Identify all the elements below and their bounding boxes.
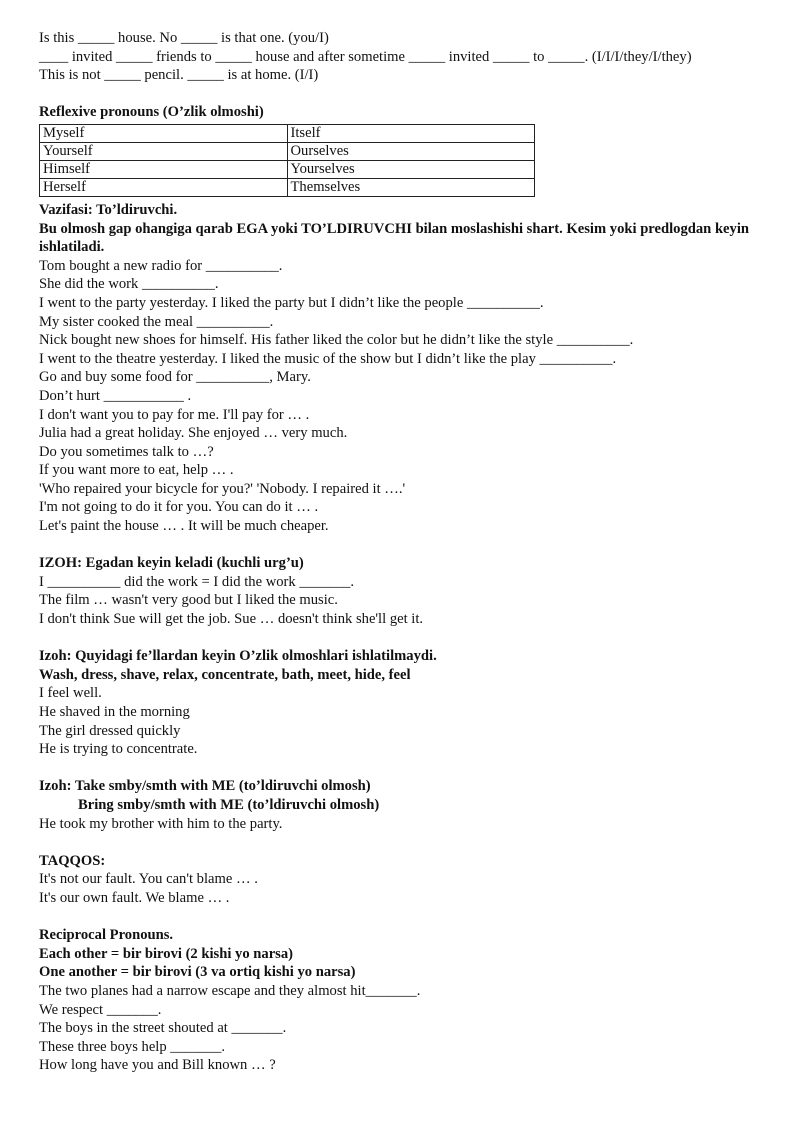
exercise-line: If you want more to eat, help … . bbox=[39, 462, 234, 479]
exercise-line: The film … wasn't very good but I liked the music. bbox=[39, 592, 338, 609]
table-cell: Ourselves bbox=[287, 142, 535, 160]
exercise-line: ____ invited _____ friends to _____ house and after sometime _____ invited _____ to _____. (I/I/I/they/I/they) bbox=[39, 48, 692, 65]
table-cell: Itself bbox=[287, 124, 535, 142]
example-line: He is trying to concentrate. bbox=[39, 741, 198, 758]
exercise-line: We respect _______. bbox=[39, 1001, 162, 1018]
exercise-line: The boys in the street shouted at _______. bbox=[39, 1020, 287, 1037]
exercise-line: I don't think Sue will get the job. Sue … doesn't think she'll get it. bbox=[39, 611, 424, 628]
exercise-line: I went to the party yesterday. I liked the party but I didn’t like the people __________. bbox=[39, 294, 544, 311]
table-cell: Themselves bbox=[287, 178, 535, 196]
table-row bbox=[40, 124, 535, 142]
taqqos-heading: TAQQOS: bbox=[39, 852, 106, 869]
vazifasi-exercises bbox=[39, 257, 769, 536]
example-line: The girl dressed quickly bbox=[39, 722, 181, 739]
table-cell: Herself bbox=[40, 178, 288, 196]
exercise-line: 'Who repaired your bicycle for you?' 'Nobody. I repaired it ….' bbox=[39, 480, 406, 497]
table-row bbox=[40, 160, 535, 178]
exercise-line: Go and buy some food for __________, Mary. bbox=[39, 369, 311, 386]
izoh-bring-heading: Bring smby/smth with ME (to’ldiruvchi olmosh) bbox=[78, 796, 380, 813]
reciprocal-rule: One another = bir birovi (3 va ortiq kishi yo narsa) bbox=[39, 964, 356, 981]
table-cell: Yourself bbox=[40, 142, 288, 160]
reflexive-pronoun-table bbox=[39, 124, 535, 197]
izoh-take-heading: Izoh: Take smby/smth with ME (to’ldiruvchi olmosh) bbox=[39, 778, 371, 795]
exercise-line: I'm not going to do it for you. You can do it … . bbox=[39, 499, 319, 516]
exercise-line: I went to the theatre yesterday. I liked the music of the show but I didn’t like the play __________. bbox=[39, 350, 617, 367]
table-row bbox=[40, 142, 535, 160]
intro-exercise bbox=[39, 29, 769, 85]
exercise-line: Don’t hurt ___________ . bbox=[39, 387, 192, 404]
exercise-line: My sister cooked the meal __________. bbox=[39, 313, 274, 330]
example-line: He took my brother with him to the party. bbox=[39, 815, 283, 832]
exercise-line: Julia had a great holiday. She enjoyed … very much. bbox=[39, 425, 348, 442]
vazifasi-heading: Vazifasi: To’ldiruvchi. bbox=[39, 201, 178, 218]
exercise-line: How long have you and Bill known … ? bbox=[39, 1057, 276, 1074]
exercise-line: Is this _____ house. No _____ is that one. (you/I) bbox=[39, 30, 329, 46]
table-row bbox=[40, 178, 535, 196]
reflexive-heading: Reflexive pronouns (O’zlik olmoshi) bbox=[39, 104, 264, 121]
izoh-emphatic-heading: IZOH: Egadan keyin keladi (kuchli urg’u) bbox=[39, 555, 304, 572]
exercise-line: This is not _____ pencil. _____ is at home. (I/I) bbox=[39, 67, 319, 84]
exercise-line: It's not our fault. You can't blame … . bbox=[39, 871, 258, 888]
example-line: I feel well. bbox=[39, 685, 102, 702]
reciprocal-heading: Reciprocal Pronouns. bbox=[39, 927, 174, 944]
exercise-line: The two planes had a narrow escape and they almost hit_______. bbox=[39, 982, 421, 999]
table-cell: Himself bbox=[40, 160, 288, 178]
exercise-line: I __________ did the work = I did the work _______. bbox=[39, 573, 355, 590]
izoh-verbs-list: Wash, dress, shave, relax, concentrate, bath, meet, hide, feel bbox=[39, 666, 411, 683]
table-cell: Myself bbox=[40, 124, 288, 142]
reciprocal-rule: Each other = bir birovi (2 kishi yo narsa) bbox=[39, 945, 294, 962]
exercise-line: Nick bought new shoes for himself. His father liked the color but he didn’t like the style __________. bbox=[39, 332, 634, 349]
exercise-line: I don't want you to pay for me. I'll pay for … . bbox=[39, 406, 310, 423]
example-line: He shaved in the morning bbox=[39, 704, 190, 720]
izoh-verbs-heading: Izoh: Quyidagi fe’llardan keyin O’zlik olmoshlari ishlatilmaydi. bbox=[39, 648, 437, 665]
exercise-line: Do you sometimes talk to …? bbox=[39, 443, 214, 460]
exercise-line: It's our own fault. We blame … . bbox=[39, 889, 230, 906]
worksheet-page bbox=[39, 29, 769, 1075]
exercise-line: Let's paint the house … . It will be much cheaper. bbox=[39, 518, 329, 535]
vazifasi-rule: Bu olmosh gap ohangiga qarab EGA yoki TO’LDIRUVCHI bilan moslashishi shart. Kesim yoki predlogdan keyin ishlatiladi. bbox=[39, 220, 750, 256]
table-cell: Yourselves bbox=[287, 160, 535, 178]
exercise-line: Tom bought a new radio for __________. bbox=[39, 257, 283, 274]
exercise-line: She did the work __________. bbox=[39, 276, 219, 293]
exercise-line: These three boys help _______. bbox=[39, 1038, 226, 1055]
